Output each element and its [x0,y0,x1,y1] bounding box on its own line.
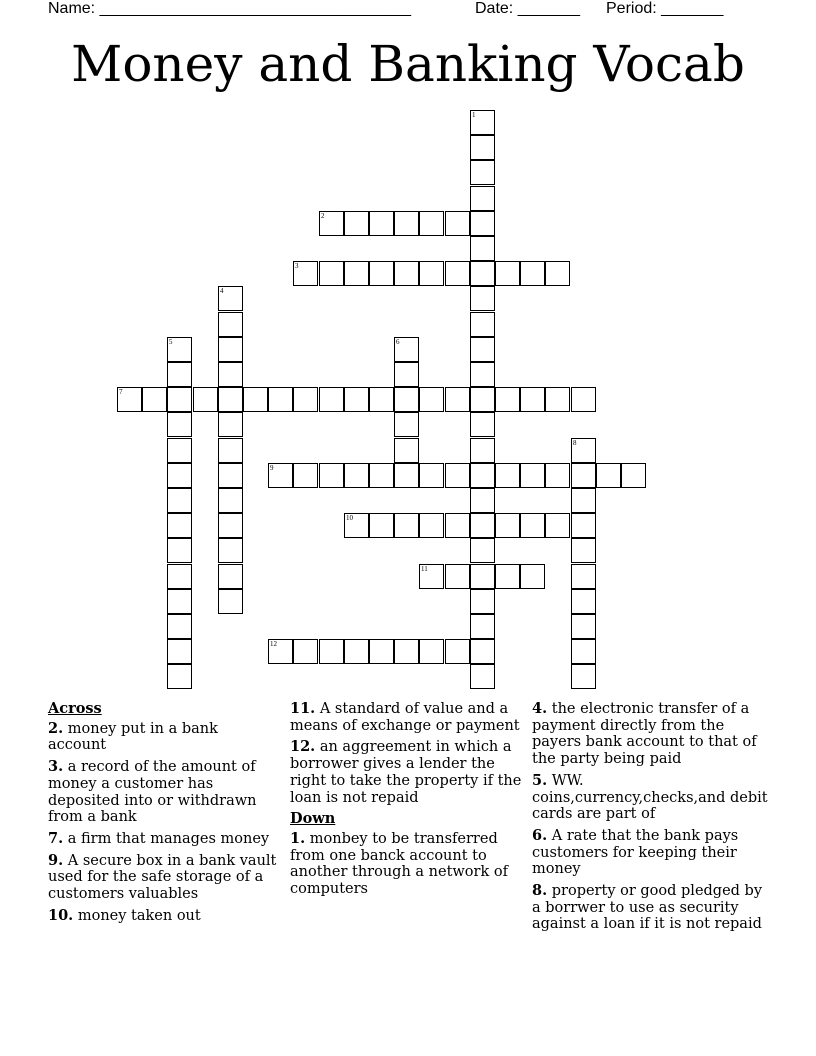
clue-across-11: 11. A standard of value and a means of exchange or payment [290,700,520,734]
crossword-cell[interactable] [394,463,419,488]
crossword-cell[interactable] [218,412,243,437]
crossword-cell[interactable] [218,513,243,538]
crossword-cell[interactable] [470,488,495,513]
crossword-cell[interactable] [293,463,318,488]
crossword-cell[interactable] [167,513,192,538]
crossword-cell[interactable] [419,639,444,664]
crossword-cell[interactable] [571,463,596,488]
crossword-cell[interactable] [293,261,318,286]
crossword-cell[interactable] [243,387,268,412]
crossword-cell[interactable] [167,438,192,463]
crossword-cell[interactable] [419,463,444,488]
crossword-cell[interactable] [470,538,495,563]
crossword-cell[interactable] [545,513,570,538]
crossword-cell[interactable] [571,538,596,563]
crossword-cell[interactable] [470,614,495,639]
crossword-cell[interactable] [545,387,570,412]
crossword-cell[interactable] [470,186,495,211]
crossword-cell[interactable] [470,362,495,387]
crossword-cell[interactable] [445,513,470,538]
crossword-cell[interactable] [445,463,470,488]
crossword-cell[interactable] [293,639,318,664]
crossword-cell[interactable] [167,664,192,689]
crossword-cell[interactable] [470,564,495,589]
clue-number: 12 [270,640,277,648]
crossword-cell[interactable] [470,664,495,689]
crossword-cell[interactable] [419,564,444,589]
crossword-cell[interactable] [394,387,419,412]
crossword-cell[interactable] [268,463,293,488]
page-title: Money and Banking Vocab [71,35,745,93]
crossword-cell[interactable] [470,438,495,463]
crossword-cell[interactable] [344,211,369,236]
clue-number: 8 [573,439,577,447]
crossword-cell[interactable] [369,463,394,488]
crossword-cell[interactable] [495,463,520,488]
crossword-cell[interactable] [369,211,394,236]
crossword-cell[interactable] [470,639,495,664]
crossword-cell[interactable] [470,387,495,412]
crossword-cell[interactable] [344,639,369,664]
clues-column-1 [48,701,280,929]
crossword-cell[interactable] [319,261,344,286]
crossword-cell[interactable] [218,362,243,387]
crossword-cell[interactable] [470,211,495,236]
crossword-cell[interactable] [520,564,545,589]
crossword-cell[interactable] [369,513,394,538]
crossword-cell[interactable] [445,211,470,236]
crossword-cell[interactable] [117,387,142,412]
crossword-cell[interactable] [344,387,369,412]
clue-number: 10 [346,514,353,522]
crossword-cell[interactable] [394,412,419,437]
clue-number: 1 [472,111,476,119]
crossword-cell[interactable] [495,261,520,286]
clue-down-8: 8. property or good pledged by a borrwer to use as security against a loan if it is not repaid [532,882,763,933]
crossword-cell[interactable] [218,564,243,589]
crossword-cell[interactable] [470,110,495,135]
crossword-cell[interactable] [394,362,419,387]
crossword-cell[interactable] [470,236,495,261]
crossword-cell[interactable] [470,463,495,488]
clue-across-3: 3. a record of the amount of money a customer has deposited into or withdrawn from a bank [48,758,257,826]
clue-across-9: 9. A secure box in a bank vault used for the safe storage of a customers valuables [48,851,277,903]
crossword-cell[interactable] [369,639,394,664]
clue-down-4: 4. the electronic transfer of a payment directly from the payers bank account to that of the party being paid [532,700,757,768]
crossword-cell[interactable] [545,261,570,286]
crossword-cell[interactable] [167,387,192,412]
crossword-cell[interactable] [293,387,318,412]
crossword-cell[interactable] [344,463,369,488]
crossword-cell[interactable] [319,639,344,664]
crossword-cell[interactable] [520,463,545,488]
period-field[interactable]: Period: _______ [606,0,724,17]
crossword-cell[interactable] [419,513,444,538]
crossword-cell[interactable] [167,337,192,362]
crossword-cell[interactable] [344,261,369,286]
crossword-cell[interactable] [520,387,545,412]
clue-across-2: 2. money put in a bank account [48,719,218,754]
crossword-cell[interactable] [394,438,419,463]
crossword-cell[interactable] [394,261,419,286]
date-field[interactable]: Date: _______ [475,0,580,17]
crossword-cell[interactable] [445,564,470,589]
down-heading: Down [290,810,336,828]
crossword-cell[interactable] [218,312,243,337]
crossword-cell[interactable] [495,387,520,412]
crossword-cell[interactable] [571,639,596,664]
crossword-cell[interactable] [419,261,444,286]
crossword-cell[interactable] [571,513,596,538]
crossword-cell[interactable] [167,538,192,563]
crossword-cell[interactable] [319,463,344,488]
across-heading: Across [48,700,102,717]
clues-column-3 [532,701,772,938]
crossword-cell[interactable] [167,589,192,614]
crossword-cell[interactable] [520,513,545,538]
crossword-cell[interactable] [470,312,495,337]
crossword-cell[interactable] [571,564,596,589]
crossword-cell[interactable] [445,387,470,412]
crossword-cell[interactable] [319,211,344,236]
crossword-cell[interactable] [545,463,570,488]
crossword-cell[interactable] [394,639,419,664]
crossword-cell[interactable] [218,387,243,412]
crossword-cell[interactable] [167,412,192,437]
clue-number: 9 [270,464,274,472]
crossword-cell[interactable] [470,513,495,538]
crossword-cell[interactable] [419,211,444,236]
crossword-cell[interactable] [167,488,192,513]
crossword-cell[interactable] [218,286,243,311]
crossword-cell[interactable] [167,639,192,664]
crossword-cell[interactable] [268,639,293,664]
clue-number: 5 [169,338,173,346]
crossword-cell[interactable] [470,337,495,362]
clue-number: 11 [421,565,428,573]
crossword-cell[interactable] [621,463,646,488]
crossword-cell[interactable] [445,261,470,286]
crossword-cell[interactable] [520,261,545,286]
crossword-cell[interactable] [470,261,495,286]
clue-number: 6 [396,338,400,346]
crossword-cell[interactable] [344,513,369,538]
clue-number: 2 [321,212,325,220]
clue-number: 3 [295,262,299,270]
crossword-cell[interactable] [495,564,520,589]
clue-across-7: 7. a firm that manages money [48,829,270,847]
crossword-cell[interactable] [571,387,596,412]
crossword-cell[interactable] [571,614,596,639]
crossword-cell[interactable] [470,135,495,160]
crossword-cell[interactable] [218,538,243,563]
clues-column-2 [290,701,526,903]
crossword-cell[interactable] [167,564,192,589]
crossword-cell[interactable] [470,286,495,311]
crossword-cell[interactable] [571,589,596,614]
crossword-cell[interactable] [495,513,520,538]
crossword-cell[interactable] [394,211,419,236]
crossword-cell[interactable] [470,589,495,614]
clue-down-1: 1. monbey to be transferred from one banck account to another through a network of computers [290,829,508,898]
crossword-cell[interactable] [319,387,344,412]
clue-across-10: 10. money taken out [48,906,201,924]
clue-number: 7 [119,388,123,396]
crossword-cell[interactable] [369,387,394,412]
crossword-cell[interactable] [394,513,419,538]
clue-down-5: 5. WW. coins,currency,checks,and debit cards are part of [532,771,768,823]
crossword-cell[interactable] [218,337,243,362]
crossword-cell[interactable] [419,387,444,412]
crossword-cell[interactable] [218,488,243,513]
crossword-cell[interactable] [470,412,495,437]
crossword-cell[interactable] [167,362,192,387]
crossword-cell[interactable] [470,160,495,185]
crossword-cell[interactable] [193,387,218,412]
crossword-cell[interactable] [596,463,621,488]
clue-down-6: 6. A rate that the bank pays customers for keeping their money [532,826,739,878]
clue-number: 4 [220,287,224,295]
clue-across-12: 12. an aggreement in which a borrower gives a lender the right to take the property if the loan is not repaid [290,738,522,806]
crossword-cell[interactable] [394,337,419,362]
crossword-cell[interactable] [218,463,243,488]
name-field[interactable]: Name: ___________________________________ [48,0,412,17]
crossword-cell[interactable] [268,387,293,412]
crossword-cell[interactable] [445,639,470,664]
crossword-cell[interactable] [218,438,243,463]
crossword-cell[interactable] [218,589,243,614]
crossword-cell[interactable] [571,664,596,689]
crossword-cell[interactable] [369,261,394,286]
crossword-cell[interactable] [571,488,596,513]
crossword-cell[interactable] [142,387,167,412]
crossword-cell[interactable] [167,614,192,639]
crossword-cell[interactable] [571,438,596,463]
crossword-cell[interactable] [167,463,192,488]
